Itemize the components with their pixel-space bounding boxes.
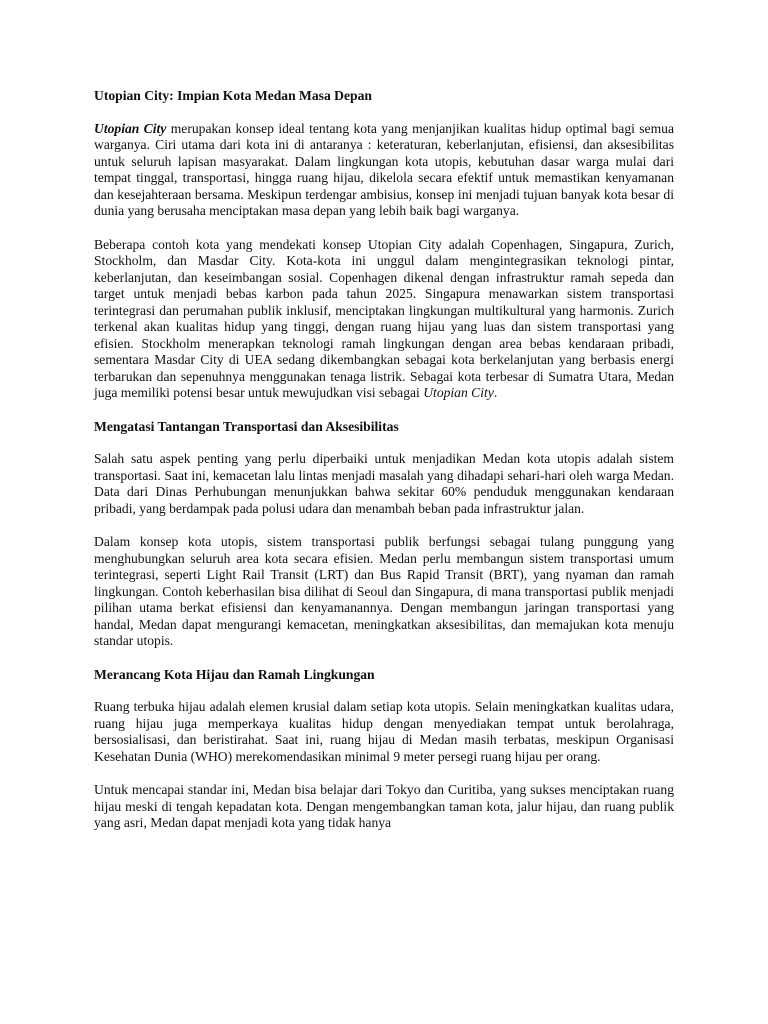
examples-italic-term: Utopian City — [423, 385, 494, 400]
section-heading-green-city: Merancang Kota Hijau dan Ramah Lingkungan — [94, 666, 375, 682]
document-title: Utopian City: Impian Kota Medan Masa Depan — [94, 88, 372, 103]
intro-text: merupakan konsep ideal tentang kota yang menjanjikan kualitas hidup optimal bagi semua warganya. Ciri utama dari kota ini di antaranya : keteraturan, keberlanjutan, efisiensi, dan aksesibilitas untuk seluruh lapisan masyarakat. Dalam lingkungan kota utopis, kebutuhan dasar warga mulai dari tempat tinggal, transportasi, hingga ruang hijau, dikelola secara efektif untuk memastikan kenyamanan dan kesejahteraan bersama. Meskipun terdengar ambisius, konsep ini menjadi tujuan banyak kota besar di dunia yang berusaha menciptakan masa depan yang lebih baik bagi warganya. — [94, 120, 674, 218]
examples-paragraph — [94, 237, 674, 402]
examples-end: . — [493, 385, 498, 400]
section-heading-transport: Mengatasi Tantangan Transportasi dan Aksesibilitas — [94, 418, 399, 434]
intro-lead-term: Utopian City — [94, 120, 167, 136]
intro-paragraph — [94, 121, 674, 220]
green-paragraph-2: Untuk mencapai standar ini, Medan bisa belajar dari Tokyo dan Curitiba, yang sukses menciptakan ruang hijau meski di tengah kepadatan kota. Dengan mengembangkan taman kota, jalur hijau, dan ruang publik yang asri, Medan dapat menjadi kota yang tidak hanya — [94, 782, 674, 830]
document-page — [94, 88, 674, 849]
transport-paragraph-1: Salah satu aspek penting yang perlu diperbaiki untuk menjadikan Medan kota utopis adalah sistem transportasi. Saat ini, kemacetan lalu lintas menjadi masalah yang dihadapi sehari-hari oleh warga Medan. Data dari Dinas Perhubungan menunjukkan bahwa sekitar 60% penduduk menggunakan kendaraan pribadi, yang berdampak pada polusi udara dan menambah beban pada infrastruktur jalan. — [94, 451, 674, 516]
transport-paragraph-2: Dalam konsep kota utopis, sistem transportasi publik berfungsi sebagai tulang punggung yang menghubungkan seluruh area kota secara efisien. Medan perlu membangun sistem transportasi umum terintegrasi, seperti Light Rail Transit (LRT) dan Bus Rapid Transit (BRT), yang nyaman dan ramah lingkungan. Contoh keberhasilan bisa dilihat di Seoul dan Singapura, di mana transportasi publik menjadi pilihan utama berkat efisiensi dan kenyamanannya. Dengan membangun jaringan transportasi yang handal, Medan dapat mengurangi kemacetan, meningkatkan aksesibilitas, dan memajukan kota menuju standar utopis. — [94, 534, 674, 648]
green-paragraph-1: Ruang terbuka hijau adalah elemen krusial dalam setiap kota utopis. Selain meningkatkan kualitas udara, ruang hijau juga memperkaya kualitas hidup dengan menyediakan tempat untuk berolahraga, bersosialisasi, dan beristirahat. Saat ini, ruang hijau di Medan masih terbatas, meskipun Organisasi Kesehatan Dunia (WHO) merekomendasikan minimal 9 meter persegi ruang hijau per orang. — [94, 699, 674, 764]
examples-text: Beberapa contoh kota yang mendekati konsep Utopian City adalah Copenhagen, Singapura, Zurich, Stockholm, dan Masdar City. Kota-kota ini unggul dalam mengintegrasikan teknologi pintar, keberlanjutan, dan keseimbangan sosial. Copenhagen dikenal dengan infrastruktur ramah sepeda dan target untuk menjadi bebas karbon pada tahun 2025. Singapura menawarkan sistem transportasi terintegrasi dan perumahan publik inklusif, menciptakan lingkungan multikultural yang harmonis. Zurich terkenal akan kualitas hidup yang tinggi, dengan ruang hijau yang luas dan sistem transportasi yang efisien. Stockholm menerapkan teknologi ramah lingkungan dengan area bebas kendaraan pribadi, sementara Masdar City di UEA sedang dikembangkan sebagai kota berkelanjutan yang berbasis energi terbarukan dan sepenuhnya menggunakan tenaga listrik. Sebagai kota terbesar di Sumatra Utara, Medan juga memiliki potensi besar untuk mewujudkan visi sebagai — [94, 236, 674, 400]
